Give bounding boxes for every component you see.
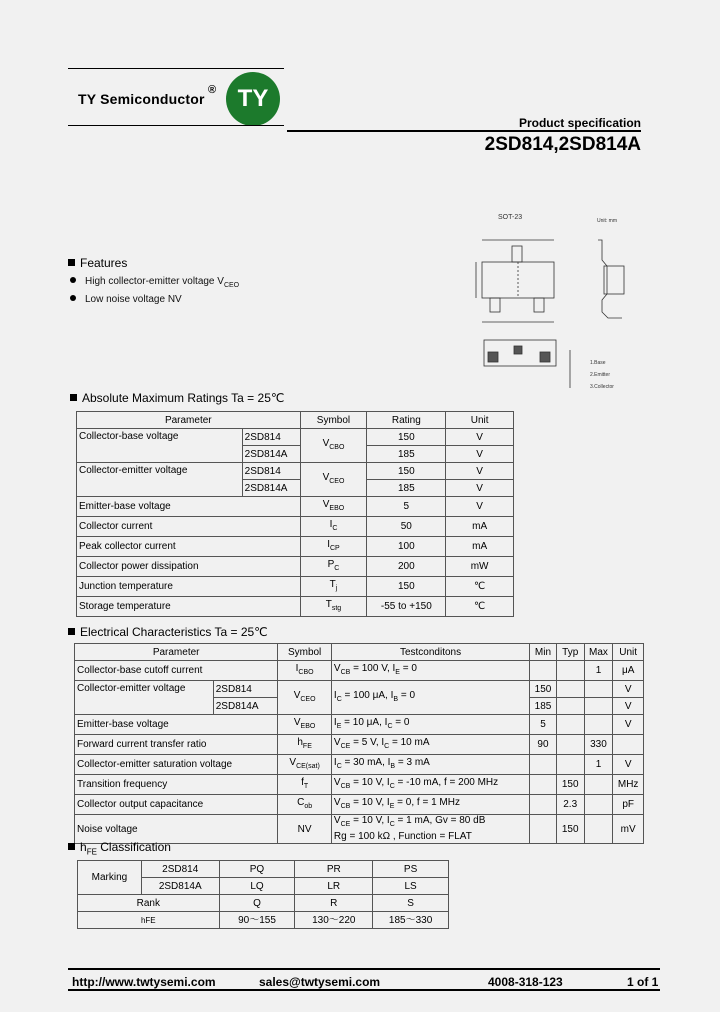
company-name: TY Semiconductor xyxy=(78,91,205,107)
header-cell: Testconditons xyxy=(331,644,529,661)
company-logo xyxy=(226,72,280,126)
unit-cell: mV xyxy=(613,815,644,844)
typ-cell xyxy=(556,715,584,735)
package-name: SOT-23 xyxy=(498,214,523,221)
rating-cell: 200 xyxy=(367,557,446,577)
rating-cell: 150 xyxy=(367,429,446,446)
unit-cell: mA xyxy=(446,537,514,557)
rating-cell: 50 xyxy=(367,517,446,537)
symbol-cell: $V_{EBO}$ xyxy=(278,715,332,735)
part-title: 2SD814,2SD814A xyxy=(484,134,641,155)
min-cell xyxy=(530,661,557,681)
symbol-cell: $V_{EBO}$ xyxy=(300,497,367,517)
marking-cell: PS xyxy=(373,861,449,878)
typ-cell xyxy=(556,698,584,715)
range-cell: 185～330 xyxy=(373,912,449,929)
header-cell: Parameter xyxy=(77,412,301,429)
condition-cell: $V_{CE} = 10$ V, $I_C = 1$ mA, Gv = 80 dB Rg = 100 kΩ , Function = FLAT xyxy=(331,815,529,844)
max-cell: 1 xyxy=(584,661,613,681)
feature-item xyxy=(70,294,182,305)
symbol-cell: $C_{ob}$ xyxy=(278,795,332,815)
rating-cell: 150 xyxy=(367,577,446,597)
unit-cell xyxy=(613,735,644,755)
symbol-cell: NV xyxy=(278,815,332,844)
unit-cell: ℃ xyxy=(446,577,514,597)
footer-page: 1 of 1 xyxy=(627,975,659,989)
bullet-icon xyxy=(70,295,76,301)
typ-cell: 150 xyxy=(556,775,584,795)
min-cell: 90 xyxy=(530,735,557,755)
min-cell xyxy=(530,815,557,844)
marking-cell: LR xyxy=(295,878,373,895)
table-row xyxy=(75,661,644,681)
hfe-table xyxy=(77,860,449,929)
param-cell: Collector output capacitance xyxy=(75,795,278,815)
part-cell: 2SD814A xyxy=(242,446,300,463)
footer-url[interactable]: http://www.twtysemi.com xyxy=(72,975,216,989)
unit-note: Unit: mm xyxy=(597,218,617,224)
header-cell: Symbol xyxy=(300,412,367,429)
min-cell xyxy=(530,755,557,775)
typ-cell xyxy=(556,681,584,698)
min-cell: 5 xyxy=(530,715,557,735)
part-cell: 2SD814 xyxy=(213,681,278,698)
pin-1-label: 1.Base xyxy=(590,360,606,366)
hfe-heading: $h_{FE}$ Classification xyxy=(68,840,171,856)
unit-cell: V xyxy=(446,446,514,463)
symbol-cell: $T_{stg}$ xyxy=(300,597,367,617)
feature-text: High collector-emitter voltage V xyxy=(85,276,224,287)
table-row xyxy=(78,895,449,912)
max-cell xyxy=(584,681,613,698)
part-cell: 2SD814A xyxy=(242,480,300,497)
unit-cell: mW xyxy=(446,557,514,577)
part-cell: 2SD814 xyxy=(242,463,300,480)
param-cell: Collector-base voltage xyxy=(77,429,243,463)
table-row xyxy=(75,735,644,755)
part-cell: 2SD814 xyxy=(141,861,219,878)
table-row xyxy=(77,497,514,517)
unit-cell: MHz xyxy=(613,775,644,795)
bullet-icon xyxy=(70,277,76,283)
min-cell: 150 xyxy=(530,681,557,698)
max-cell xyxy=(584,698,613,715)
rating-cell: 185 xyxy=(367,480,446,497)
square-bullet-icon xyxy=(68,259,75,266)
min-cell: 185 xyxy=(530,698,557,715)
symbol-cell: $V_{CE(sat)}$ xyxy=(278,755,332,775)
header-cell: Rating xyxy=(367,412,446,429)
features-title: Features xyxy=(80,256,128,270)
condition-cell: $V_{CB} = 10$ V, $I_E = 0$, f = 1 MHz xyxy=(331,795,529,815)
param-cell: Transition frequency xyxy=(75,775,278,795)
unit-cell: V xyxy=(446,429,514,446)
symbol-cell: $h_{FE}$ xyxy=(278,735,332,755)
symbol-cell: $V_{CEO}$ xyxy=(300,463,367,497)
condition-cell: $I_C = 100$ μA, $I_B = 0$ xyxy=(331,681,529,715)
param-cell: Collector-emitter saturation voltage xyxy=(75,755,278,775)
part-cell: 2SD814A xyxy=(141,878,219,895)
header-cell: Max xyxy=(584,644,613,661)
typ-cell: 150 xyxy=(556,815,584,844)
table-row xyxy=(77,597,514,617)
feature-sub: CEO xyxy=(223,282,240,289)
header-cell: Min xyxy=(530,644,557,661)
part-cell: 2SD814 xyxy=(242,429,300,446)
typ-cell xyxy=(556,755,584,775)
marking-cell: PQ xyxy=(219,861,295,878)
param-cell: Collector current xyxy=(77,517,301,537)
header-cell: Typ xyxy=(556,644,584,661)
unit-cell: pF xyxy=(613,795,644,815)
abs-max-table xyxy=(76,411,514,617)
param-cell: Storage temperature xyxy=(77,597,301,617)
rating-cell: -55 to +150 xyxy=(367,597,446,617)
header-cell: Parameter xyxy=(75,644,278,661)
param-cell: Collector-emitter voltage xyxy=(75,681,214,715)
condition-cell: $V_{CB} = 100$ V, $I_E = 0$ xyxy=(331,661,529,681)
unit-cell: V xyxy=(613,681,644,698)
symbol-cell: $T_j$ xyxy=(300,577,367,597)
package-drawing xyxy=(462,210,632,400)
table-row xyxy=(77,537,514,557)
max-cell: 330 xyxy=(584,735,613,755)
table-header-row xyxy=(77,412,514,429)
symbol-cell: $I_C$ xyxy=(300,517,367,537)
table-row xyxy=(78,861,449,878)
elec-table xyxy=(74,643,644,844)
abs-max-title: Absolute Maximum Ratings Ta = 25℃ xyxy=(82,391,285,405)
footer-phone: 4008-318-123 xyxy=(488,975,563,989)
max-cell: 1 xyxy=(584,755,613,775)
table-row xyxy=(78,912,449,929)
max-cell xyxy=(584,715,613,735)
param-cell: Collector-base cutoff current xyxy=(75,661,278,681)
feature-item xyxy=(70,276,239,289)
elec-heading xyxy=(68,625,268,639)
marking-label: Marking xyxy=(78,861,142,895)
square-bullet-icon xyxy=(68,843,75,850)
marking-cell: LS xyxy=(373,878,449,895)
rank-label: Rank xyxy=(78,895,220,912)
param-cell: Noise voltage xyxy=(75,815,278,844)
unit-cell: V xyxy=(613,698,644,715)
abs-max-heading xyxy=(70,391,284,405)
table-row xyxy=(77,429,514,446)
min-cell xyxy=(530,775,557,795)
max-cell xyxy=(584,815,613,844)
registered-mark: ® xyxy=(208,84,217,96)
rating-cell: 150 xyxy=(367,463,446,480)
symbol-cell: $V_{CEO}$ xyxy=(278,681,332,715)
part-cell: 2SD814A xyxy=(213,698,278,715)
unit-cell: V xyxy=(613,755,644,775)
rank-cell: R xyxy=(295,895,373,912)
features-heading xyxy=(68,256,127,270)
hfe-label: hFE xyxy=(78,912,220,929)
typ-cell xyxy=(556,735,584,755)
condition-cell: $I_C = 30$ mA, $I_B = 3$ mA xyxy=(331,755,529,775)
min-cell xyxy=(530,795,557,815)
table-row xyxy=(75,795,644,815)
typ-cell: 2.3 xyxy=(556,795,584,815)
rank-cell: S xyxy=(373,895,449,912)
logo-text: TY xyxy=(237,85,269,112)
table-row xyxy=(75,755,644,775)
param-cell: Forward current transfer ratio xyxy=(75,735,278,755)
elec-title: Electrical Characteristics Ta = 25℃ xyxy=(80,625,268,639)
table-row xyxy=(77,577,514,597)
symbol-cell: $f_T$ xyxy=(278,775,332,795)
marking-cell: PR xyxy=(295,861,373,878)
header-cell: Symbol xyxy=(278,644,332,661)
param-cell: Peak collector current xyxy=(77,537,301,557)
param-cell: Junction temperature xyxy=(77,577,301,597)
unit-cell: mA xyxy=(446,517,514,537)
range-cell: 90～155 xyxy=(219,912,295,929)
unit-cell: ℃ xyxy=(446,597,514,617)
param-cell: Emitter-base voltage xyxy=(75,715,278,735)
table-row xyxy=(77,517,514,537)
rating-cell: 100 xyxy=(367,537,446,557)
param-cell: Collector power dissipation xyxy=(77,557,301,577)
symbol-cell: $I_{CP}$ xyxy=(300,537,367,557)
condition-cell: $I_E = 10$ μA, $I_C = 0$ xyxy=(331,715,529,735)
table-row xyxy=(77,463,514,480)
rating-cell: 5 xyxy=(367,497,446,517)
pin-2-label: 2.Emitter xyxy=(590,372,611,378)
typ-cell xyxy=(556,661,584,681)
unit-cell: V xyxy=(446,497,514,517)
unit-cell: V xyxy=(613,715,644,735)
rank-cell: Q xyxy=(219,895,295,912)
square-bullet-icon xyxy=(70,394,77,401)
unit-cell: V xyxy=(446,463,514,480)
param-cell: Emitter-base voltage xyxy=(77,497,301,517)
pin-3-label: 3.Collector xyxy=(590,384,614,390)
table-row xyxy=(75,775,644,795)
table-row xyxy=(77,557,514,577)
footer-email[interactable]: sales@twtysemi.com xyxy=(259,975,381,989)
symbol-cell: $I_{CBO}$ xyxy=(278,661,332,681)
condition-cell: $V_{CE} = 5$ V, $I_C = 10$ mA xyxy=(331,735,529,755)
symbol-cell: $V_{CBO}$ xyxy=(300,429,367,463)
range-cell: 130～220 xyxy=(295,912,373,929)
feature-text: Low noise voltage NV xyxy=(85,294,182,305)
max-cell xyxy=(584,795,613,815)
header-cell: Unit xyxy=(613,644,644,661)
marking-cell: LQ xyxy=(219,878,295,895)
condition-cell: $V_{CB} = 10$ V, $I_C = -10$ mA, f = 200 MHz xyxy=(331,775,529,795)
unit-cell: V xyxy=(446,480,514,497)
table-row xyxy=(75,715,644,735)
spec-label: Product specification xyxy=(518,116,641,130)
unit-cell: μA xyxy=(613,661,644,681)
header-cell: Unit xyxy=(446,412,514,429)
table-row xyxy=(75,681,644,698)
square-bullet-icon xyxy=(68,628,75,635)
table-header-row xyxy=(75,644,644,661)
rating-cell: 185 xyxy=(367,446,446,463)
symbol-cell: $P_C$ xyxy=(300,557,367,577)
max-cell xyxy=(584,775,613,795)
param-cell: Collector-emitter voltage xyxy=(77,463,243,497)
